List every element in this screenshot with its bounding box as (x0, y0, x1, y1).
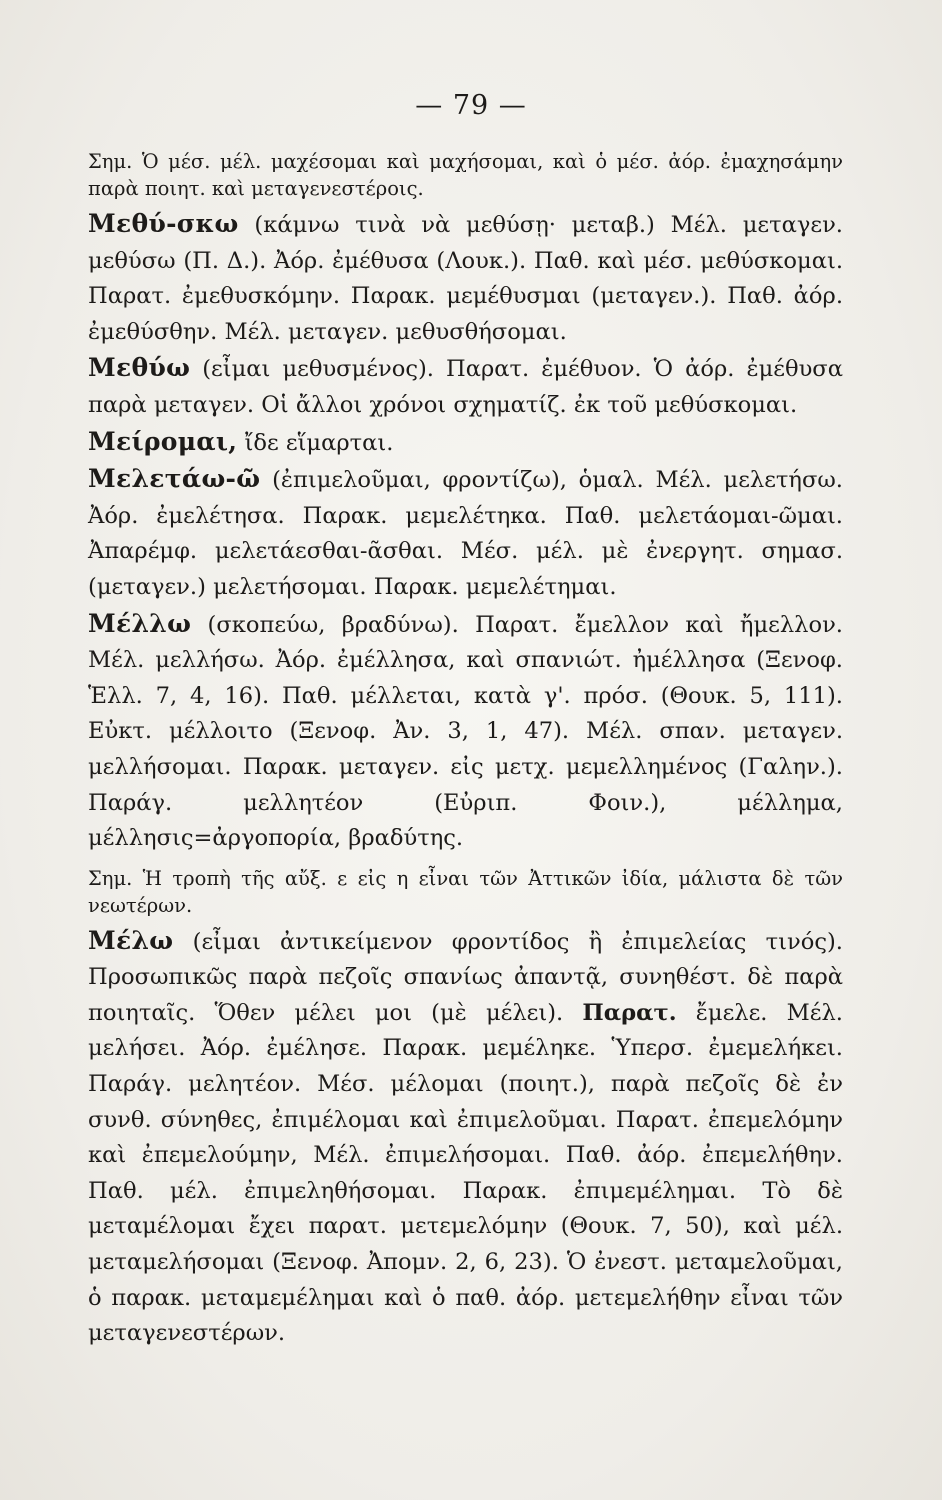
dictionary-entry-methysko (88, 206, 843, 350)
entry-text: ἔμελε. Μέλ. μελήσει. Ἀόρ. ἐμέλησε. Παρακ. μεμέληκε. Ὑπερσ. ἐμεμελήκει. Παράγ. μελητέον. Μέσ. μέλομαι (ποιητ.), παρὰ πεζοῖς δὲ ἐν συνθ. σύνηθες, ἐπιμέλομαι καὶ ἐπιμελοῦμαι. Παρατ. ἐπεμελόμην καὶ ἐπεμελούμην, Μέλ. ἐπιμελήσομαι. Παθ. ἀόρ. ἐπεμελήθην. Παθ. μέλ. ἐπιμεληθήσομαι. Παρακ. ἐπιμεμέλημαι. Τὸ δὲ μεταμέλομαι ἔχει παρατ. μετεμελόμην (Θουκ. 7, 50), καὶ μέλ. μεταμελήσομαι (Ξενοφ. Ἀπομν. 2, 6, 23). Ὁ ἐνεστ. μεταμελοῦμαι, ὁ παρακ. μεταμεμέλημαι καὶ ὁ παθ. ἀόρ. μετεμελήθην εἶναι τῶν μεταγενεστέρων. (88, 999, 843, 1347)
headword: Μέλω (88, 925, 174, 955)
note-paragraph: Σημ. Ὁ μέσ. μέλ. μαχέσομαι καὶ μαχήσομαι, καὶ ὁ μέσ. ἀόρ. ἐμαχησάμην παρὰ ποιητ. καὶ μεταγενεστέροις. (88, 150, 843, 200)
headword: Μείρομαι, (88, 426, 238, 456)
headword: Μεθύ-σκω (88, 209, 239, 238)
entry-text: (εἶμαι μεθυσμένος). Παρατ. ἐμέθυον. Ὁ ἀόρ. ἐμέθυσα παρὰ μεταγεν. Οἱ ἄλλοι χρόνοι σχηματίζ. ἐκ τοῦ μεθύσκομαι. (88, 356, 843, 418)
headword: Μέλλω (88, 608, 192, 638)
note-paragraph: Σημ. Ἡ τροπὴ τῆς αὔξ. ε εἰς η εἶναι τῶν Ἀττικῶν ἰδία, μάλιστα δὲ τῶν νεωτέρων. (88, 866, 843, 917)
dictionary-entry-methyo (88, 350, 843, 423)
sub-headword: Παρατ. (582, 999, 677, 1026)
entry-text: (σκοπεύω, βραδύνω). Παρατ. ἔμελλον καὶ ἤμελλον. Μέλ. μελλήσω. Ἀόρ. ἐμέλλησα, καὶ σπανιώτ. ἠμέλλησα (Ξενοφ. Ἑλλ. 7, 4, 16). Παθ. μέλλεται, κατὰ γ'. πρόσ. (Θουκ. 5, 111). Εὐκτ. μέλλοιτο (Ξενοφ. Ἀν. 3, 1, 47). Μέλ. σπαν. μεταγεν. μελλήσομαι. Παρακ. μεταγεν. εἰς μετχ. μεμελλημένος (Γαλην.). Παράγ. μελλητέον (Εὐριπ. Φοιν.), μέλλημα, μέλλησις=ἀργοπορία, βραδύτης. (88, 611, 843, 852)
entry-text: (εἶμαι ἀντικείμενον φροντίδος ἢ ἐπιμελείας τινός). Προσωπικῶς παρὰ πεζοῖς σπανίως ἀπαντᾷ, συνηθέστ. δὲ παρὰ ποιηταῖς. Ὅθεν μέλει μοι (μὲ μέλει). (88, 928, 843, 1026)
dictionary-entry-meletao (88, 461, 843, 605)
page-number: — 79 — (415, 90, 527, 121)
dictionary-entry-mello (88, 606, 843, 857)
headword: Μελετάω-ῶ (88, 464, 261, 494)
entry-text: ἴδε εἵμαρται. (237, 429, 394, 456)
entry-text: (ἐπιμελοῦμαι, φροντίζω), ὁμαλ. Μέλ. μελετήσω. Ἀόρ. ἐμελέτησα. Παρακ. μεμελέτηκα. Παθ. μελετάομαι-ῶμαι. Ἀπαρέμφ. μελετάεσθαι-ᾶσθαι. Μέσ. μέλ. μὲ ἐνεργητ. σημασ. (μεταγεν.) μελετήσομαι. Παρακ. μεμελέτημαι. (88, 467, 843, 600)
headword: Μεθύω (88, 353, 191, 383)
page-body (88, 148, 843, 1352)
dictionary-entry-meiromai (88, 424, 843, 462)
entry-text: (κάμνω τινὰ νὰ μεθύσῃ· μεταβ.) Μέλ. μεταγεν. μεθύσω (Π. Δ.). Ἀόρ. ἐμέθυσα (Λουκ.). Παθ. καὶ μέσ. μεθύσκομαι. Παρατ. ἐμεθυσκόμην. Παρακ. μεμέθυσμαι (μεταγεν.). Παθ. ἀόρ. ἐμεθύσθην. Μέλ. μεταγεν. μεθυσθήσομαι. (88, 212, 843, 345)
dictionary-entry-melo (88, 923, 843, 1352)
